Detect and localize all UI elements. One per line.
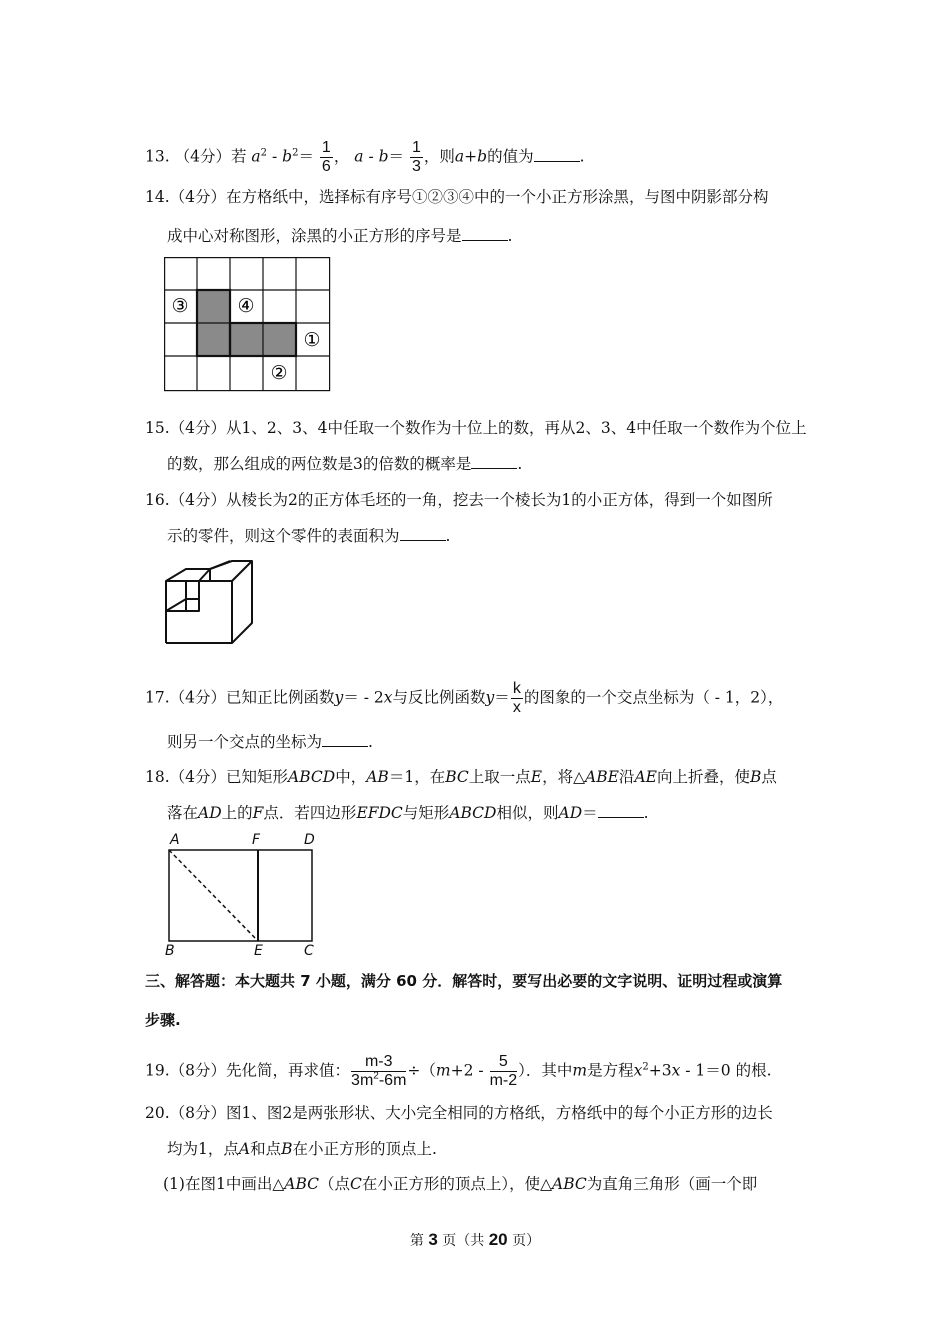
answer-blank (598, 803, 644, 818)
grid-figure (164, 257, 331, 392)
label-1: ① (303, 329, 321, 351)
question-18-line-1: 18.（4分）已知矩形ABCD中，AB＝1，在BC上取一点E，将△ABE沿AE向上折叠，使B点 (145, 768, 777, 786)
label-2: ② (270, 362, 288, 384)
fraction-one-sixth: $\frac{1}{6}$ (321, 139, 331, 175)
section-3-heading-cont: 步骤. (145, 1011, 181, 1029)
label-D: D (304, 832, 315, 848)
question-17-line-2: 则另一个交点的坐标为 . (167, 733, 373, 751)
label-E: E (254, 943, 263, 957)
page-footer: 第 3 页（共 20 页） (409, 1230, 541, 1249)
fraction-k-over-x: $\frac{k}{x}$ (512, 680, 521, 716)
section-3-heading: 三、解答题：本大题共 7 小题，满分 60 分．解答时，要写出必要的文字说明、证明过程或演算 (145, 972, 783, 990)
answer-blank (400, 526, 446, 541)
fraction-5-over-m-2: $\frac{5}{m-2}$ (489, 1053, 518, 1089)
question-16-line-1: 16.（4分）从棱长为2的正方体毛坯的一角，挖去一个棱长为1的小正方体，得到一个如图所 (145, 491, 773, 509)
question-20-line-1: 20.（8分）图1、图2是两张形状、大小完全相同的方格纸，方格纸中的每个小正方形的边长 (145, 1104, 773, 1122)
question-16-line-2: 示的零件，则这个零件的表面积为 . (167, 527, 451, 545)
question-13: 13. （4分）若 $a^2 - b^2=$ $\frac{1}{6}$ ， a - b＝ $\frac{1}{3}$ ，则a+b的值为 . (145, 139, 585, 175)
label-4: ④ (237, 295, 255, 317)
answer-blank (462, 226, 508, 241)
answer-blank (471, 454, 517, 469)
question-15-line-1: 15.（4分）从1、2、3、4中任取一个数作为十位上的数，再从2、3、4中任取一个数作为个位上 (145, 419, 807, 437)
label-B: B (165, 943, 175, 957)
question-19: 19.（8分）先化简，再求值： $\frac{m-3}{3m^2-6m}$ ÷（m+2 - $\frac{5}{m-2}$ ）．其中m是方程$x^2+3x - 1=0$ 的根. (145, 1053, 772, 1089)
cube-figure (164, 559, 254, 645)
label-F: F (252, 832, 261, 848)
question-18-line-2: 落在AD上的F点．若四边形EFDC与矩形ABCD相似，则AD＝ . (167, 804, 649, 822)
label-C: C (304, 943, 314, 957)
question-14-line-1: 14.（4分）在方格纸中，选择标有序号①②③④中的一个小正方形涂黑，与图中阴影部分构 (145, 188, 769, 206)
label-3: ③ (171, 295, 189, 317)
question-20-line-3: (1)在图1中画出△ABC（点C在小正方形的顶点上），使△ABC为直角三角形（画一个即 (163, 1175, 758, 1193)
question-15-line-2: 的数，那么组成的两位数是3的倍数的概率是 . (167, 455, 523, 473)
answer-blank (322, 732, 368, 747)
question-14-line-2: 成中心对称图形，涂黑的小正方形的序号是 . (167, 227, 513, 245)
rectangle-figure (160, 830, 325, 957)
answer-blank (534, 147, 580, 162)
fraction-one-third: $\frac{1}{3}$ (412, 139, 421, 175)
label-A: A (170, 832, 180, 848)
fraction-m3-over-3m2-6m: $\frac{m-3}{3m^2-6m}$ (351, 1053, 407, 1089)
question-17-line-1: 17.（4分）已知正比例函数y＝ - 2x与反比例函数y＝ $\frac{k}{x}$ 的图象的一个交点坐标为（ - 1，2）， (145, 680, 784, 716)
question-20-line-2: 均为1，点A和点B在小正方形的顶点上. (167, 1140, 437, 1158)
